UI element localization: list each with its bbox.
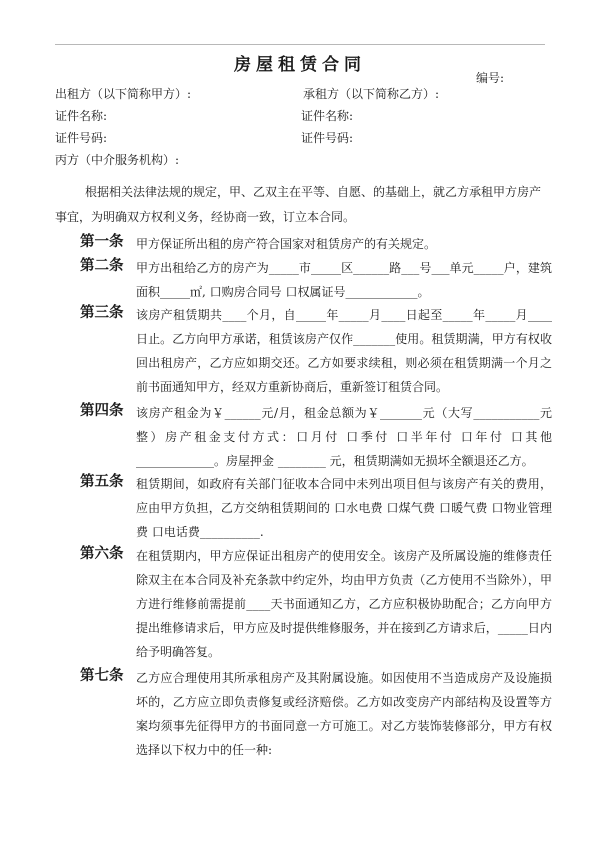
preamble-line-1: 根据相关法律法规的规定，甲、乙双主在平等、自愿、的基础上，就乙方承租甲方房产: [85, 185, 542, 199]
article-6-label: 第六条: [80, 545, 124, 562]
lessee-label: 承租方（以下简称乙方）:: [303, 87, 440, 101]
article-7: [80, 666, 552, 762]
article-5-text: 租赁期间，如政府有关部门征收本合同中未列出项目但与该房产有关的费用，应由甲方负担，乙方交纳租赁期间的 口水电费 口煤气费 口暖气费 口物业管理费 口电话费__________.: [136, 477, 552, 539]
article-4-text: 该房产租金为￥______元/月，租金总额为￥_______元（大写___________元整）房产租金支付方式：口月付 口季付 口半年付 口年付 口其他_____________。房屋押金 ________ 元，租赁期满如无损坏全额退还乙方。: [136, 406, 552, 468]
article-7-text: 乙方应合理使用其所承租房产及其附属设施。如因使用不当造成房产及设施损坏的，乙方应立即负责修复或经济赔偿。乙方如改变房产内部结构及设置等方案均须事先征得甲方的书面同意一方可施工。对乙方装饰装修部分，甲方有权选择以下权力中的任一种:: [136, 671, 552, 757]
article-2: [80, 256, 552, 304]
article-6: [80, 544, 552, 664]
article-2-label: 第二条: [80, 257, 124, 274]
contract-number-label: 编号:: [476, 71, 505, 85]
article-1-text: 甲方保证所出租的房产符合国家对租赁房产的有关规定。: [136, 237, 437, 251]
article-6-text: 在租赁期内，甲方应保证出租房产的使用安全。该房产及所属设施的维修责任除双主在本合同及补充条款中约定外，均由甲方负责（乙方使用不当除外），甲方进行维修前需提前____天书面通知乙方，乙方应积极协助配合；乙方向甲方提出维修请求后，甲方应及时提供维修服务，并在接到乙方请求后，_____日内给予明确答复。: [136, 549, 552, 659]
lessor-label: 出租方（以下简称甲方）:: [55, 87, 192, 101]
article-3: [80, 303, 552, 399]
article-4: [80, 401, 552, 473]
preamble-line-2: 事宜，为明确双方权利义务，经协商一致，订立本合同。: [55, 210, 356, 224]
article-2-text: 甲方出租给乙方的房产为_____市_____区______路___号___单元_____户，建筑面积_____㎡, 口购房合同号 口权属证号____________。: [136, 261, 552, 299]
preamble: [55, 180, 547, 230]
article-1-label: 第一条: [80, 233, 124, 250]
header-rule: [55, 44, 545, 45]
lessee-id-name: 证件名称:: [301, 109, 354, 123]
article-5: [80, 472, 552, 544]
lessee-id-number: 证件号码:: [301, 131, 354, 145]
document-title: 房屋租赁合同: [234, 55, 366, 75]
lessor-id-number: 证件号码:: [55, 131, 108, 145]
article-3-label: 第三条: [80, 304, 124, 321]
lessor-id-name: 证件名称:: [55, 109, 108, 123]
article-5-label: 第五条: [80, 473, 124, 490]
article-7-label: 第七条: [80, 667, 124, 684]
article-1: [80, 232, 552, 256]
article-4-label: 第四条: [80, 402, 124, 419]
article-3-text: 该房产租赁期共____个月，自_____年_____月____日起至_____年_____月____日止。乙方向甲方承诺，租赁该房产仅作_______使用。租赁期满，甲方有权收回出租房产，乙方应如期交还。乙方如要求续租，则必须在租赁期满一个月之前书面通知甲方，经双方重新协商后，重新签订租赁合同。: [136, 308, 552, 394]
agency-label: 丙方（中介服务机构）:: [55, 153, 180, 167]
